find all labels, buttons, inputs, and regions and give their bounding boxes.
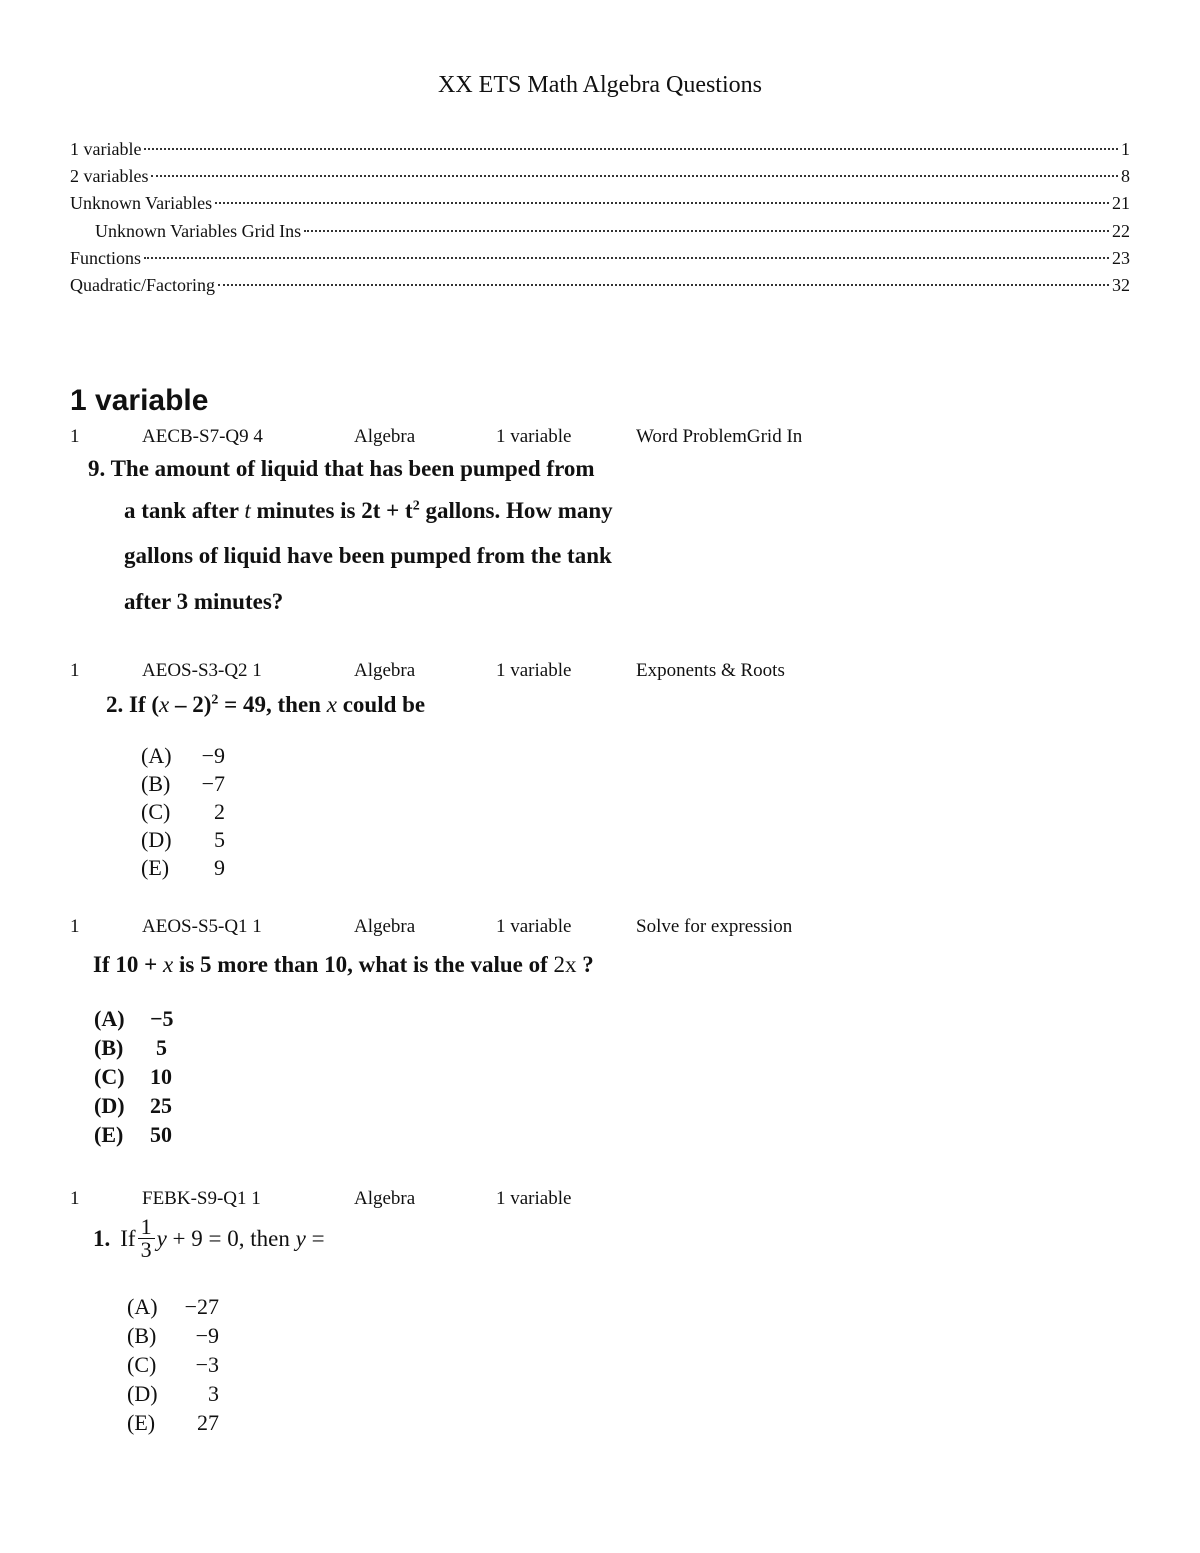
stem-text: could be [336, 692, 426, 717]
meta-type: Exponents & Roots [636, 660, 785, 681]
toc-leader-dots [151, 175, 1118, 177]
variable-x: x [326, 692, 337, 717]
answer-choice[interactable] [94, 1120, 174, 1149]
choice-label: (A) [141, 743, 172, 768]
stem-text: is 5 more than 10, what is the value of [173, 952, 554, 977]
meta-area: Algebra [354, 660, 416, 681]
choice-label: (E) [94, 1122, 124, 1147]
toc-entry-label: Quadratic/Factoring [70, 274, 215, 295]
choice-value: 3 [208, 1381, 219, 1406]
question-stem-line [124, 498, 613, 524]
section-heading: 1 variable [70, 384, 209, 417]
choice-label: (E) [127, 1410, 156, 1435]
toc-entry[interactable] [70, 190, 1130, 217]
question-stem-line [106, 692, 425, 718]
meta-area: Algebra [354, 916, 416, 937]
answer-choice[interactable] [127, 1292, 219, 1321]
stem-text: The amount of liquid that has been pumped from [110, 456, 595, 481]
question-block [0, 1188, 1200, 1435]
choice-label: (A) [94, 1006, 125, 1031]
question-meta [0, 426, 1200, 452]
answer-choice[interactable] [141, 854, 225, 882]
expression: 2x [553, 952, 577, 977]
meta-index: 1 [70, 1188, 80, 1209]
meta-index: 1 [70, 660, 80, 681]
fraction-numerator: 1 [138, 1216, 155, 1239]
answer-choices [127, 1292, 219, 1437]
choice-value: −3 [195, 1352, 219, 1377]
choice-label: (C) [141, 799, 171, 824]
stem-text: If [120, 1225, 136, 1251]
stem-text: + 9 = 0, then [166, 1225, 296, 1251]
toc-entry-page: 32 [1112, 274, 1130, 295]
question-meta [0, 660, 1200, 686]
choice-value: −7 [201, 771, 225, 796]
answer-choice[interactable] [94, 1033, 174, 1062]
choice-label: (D) [127, 1381, 158, 1406]
stem-text: after 3 minutes? [124, 589, 284, 614]
variable-x: x [162, 952, 174, 977]
question-stem-line [124, 589, 283, 615]
meta-area: Algebra [354, 1188, 416, 1209]
toc-entry-label: 2 variables [70, 166, 149, 187]
question-number: 9. [88, 456, 106, 481]
meta-code: AEOS-S3-Q2 1 [142, 660, 262, 681]
stem-text: = [305, 1225, 325, 1251]
choice-value: 5 [156, 1035, 167, 1060]
meta-area: Algebra [354, 426, 416, 447]
answer-choice[interactable] [127, 1379, 219, 1408]
question-stem-line [88, 456, 595, 482]
answer-choice[interactable] [141, 770, 225, 798]
toc-entry[interactable] [70, 218, 1130, 245]
toc-entry-page: 21 [1112, 193, 1130, 214]
meta-type: Word ProblemGrid In [636, 426, 803, 447]
meta-index: 1 [70, 426, 80, 447]
exponent: 2 [412, 498, 420, 514]
choice-value: 27 [197, 1410, 219, 1435]
stem-text: ? [576, 952, 594, 977]
choice-value: 2 [214, 799, 225, 824]
toc-entry-page: 22 [1112, 220, 1130, 241]
choice-label: (E) [141, 855, 170, 880]
choice-value: 5 [214, 827, 225, 852]
answer-choice[interactable] [141, 742, 225, 770]
choice-value: −9 [201, 743, 225, 768]
choice-value: 9 [214, 855, 225, 880]
question-number: 2. [106, 692, 124, 717]
toc-entry[interactable] [70, 245, 1130, 272]
answer-choice[interactable] [127, 1350, 219, 1379]
answer-choice[interactable] [94, 1062, 174, 1091]
toc-entry-label: 1 variable [70, 139, 142, 159]
meta-code: AECB-S7-Q9 4 [142, 426, 263, 447]
question-number: 1. [93, 1225, 111, 1251]
answer-choice[interactable] [127, 1321, 219, 1350]
variable-x: x [159, 692, 170, 717]
meta-topic: 1 variable [496, 660, 572, 681]
variable-y: y [156, 1225, 167, 1251]
stem-text: gallons. How many [425, 498, 613, 523]
choice-label: (B) [94, 1035, 124, 1060]
question-block [0, 660, 1200, 880]
choice-value: −5 [150, 1006, 174, 1031]
meta-code: FEBK-S9-Q1 1 [142, 1188, 261, 1209]
stem-text: If 10 + [93, 952, 163, 977]
toc-entry-label: Unknown Variables [70, 193, 213, 214]
choice-label: (D) [141, 827, 172, 852]
choice-label: (D) [94, 1093, 125, 1118]
meta-topic: 1 variable [496, 1188, 572, 1209]
choice-value: 25 [150, 1093, 172, 1118]
toc-entry[interactable] [70, 136, 1130, 163]
answer-choices [94, 1004, 174, 1149]
stem-text: – 2) [169, 692, 212, 717]
meta-index: 1 [70, 916, 80, 937]
toc-leader-dots [144, 148, 1118, 150]
document-title: XX ETS Math Algebra Questions [438, 72, 762, 98]
stem-text: = 49, then [218, 692, 327, 717]
toc-entry-label: Unknown Variables Grid Ins [95, 220, 302, 241]
question-stem-line [93, 1216, 325, 1261]
toc-entry[interactable] [70, 272, 1130, 299]
toc-entry-page: 23 [1112, 247, 1130, 268]
toc-leader-dots [144, 257, 1109, 259]
choice-value: 50 [150, 1122, 172, 1147]
answer-choices [141, 742, 225, 882]
choice-value: 10 [150, 1064, 172, 1089]
question-meta [0, 916, 1200, 942]
question-stem-line [93, 952, 594, 978]
variable-y: y [295, 1225, 306, 1251]
variable-t: t [244, 498, 251, 523]
answer-choice[interactable] [141, 798, 225, 826]
toc-entry-page: 8 [1121, 166, 1130, 187]
question-stem-line [124, 543, 612, 569]
question-meta [0, 1188, 1200, 1214]
expression [361, 498, 419, 523]
toc-entry[interactable] [70, 163, 1130, 190]
choice-label: (A) [127, 1294, 158, 1319]
fraction-denominator: 3 [140, 1237, 152, 1262]
table-of-contents [70, 136, 1130, 299]
choice-label: (C) [127, 1352, 157, 1377]
question-block [0, 916, 1200, 1147]
meta-topic: 1 variable [496, 916, 572, 937]
toc-entry-page: 1 [1121, 139, 1130, 159]
meta-type: Solve for expression [636, 916, 793, 937]
choice-label: (B) [141, 771, 171, 796]
stem-text: gallons of liquid have been pumped from the tank [124, 543, 612, 568]
toc-leader-dots [218, 284, 1109, 286]
stem-text: a tank after [124, 498, 239, 523]
fraction-one-third [138, 1216, 155, 1261]
expression-base: 2t + t [361, 498, 413, 523]
answer-choice[interactable] [94, 1004, 174, 1033]
question-block [0, 426, 1200, 614]
meta-topic: 1 variable [496, 426, 572, 447]
choice-label: (B) [127, 1323, 157, 1348]
answer-choice[interactable] [127, 1408, 219, 1437]
choice-label: (C) [94, 1064, 125, 1089]
answer-choice[interactable] [141, 826, 225, 854]
toc-leader-dots [215, 202, 1109, 204]
meta-code: AEOS-S5-Q1 1 [142, 916, 262, 937]
choice-value: −27 [184, 1294, 219, 1319]
answer-choice[interactable] [94, 1091, 174, 1120]
stem-text: If ( [129, 692, 160, 717]
toc-leader-dots [304, 230, 1109, 232]
stem-text: minutes is [256, 498, 356, 523]
choice-value: −9 [195, 1323, 219, 1348]
toc-entry-label: Functions [70, 247, 142, 268]
exponent: 2 [211, 692, 219, 708]
